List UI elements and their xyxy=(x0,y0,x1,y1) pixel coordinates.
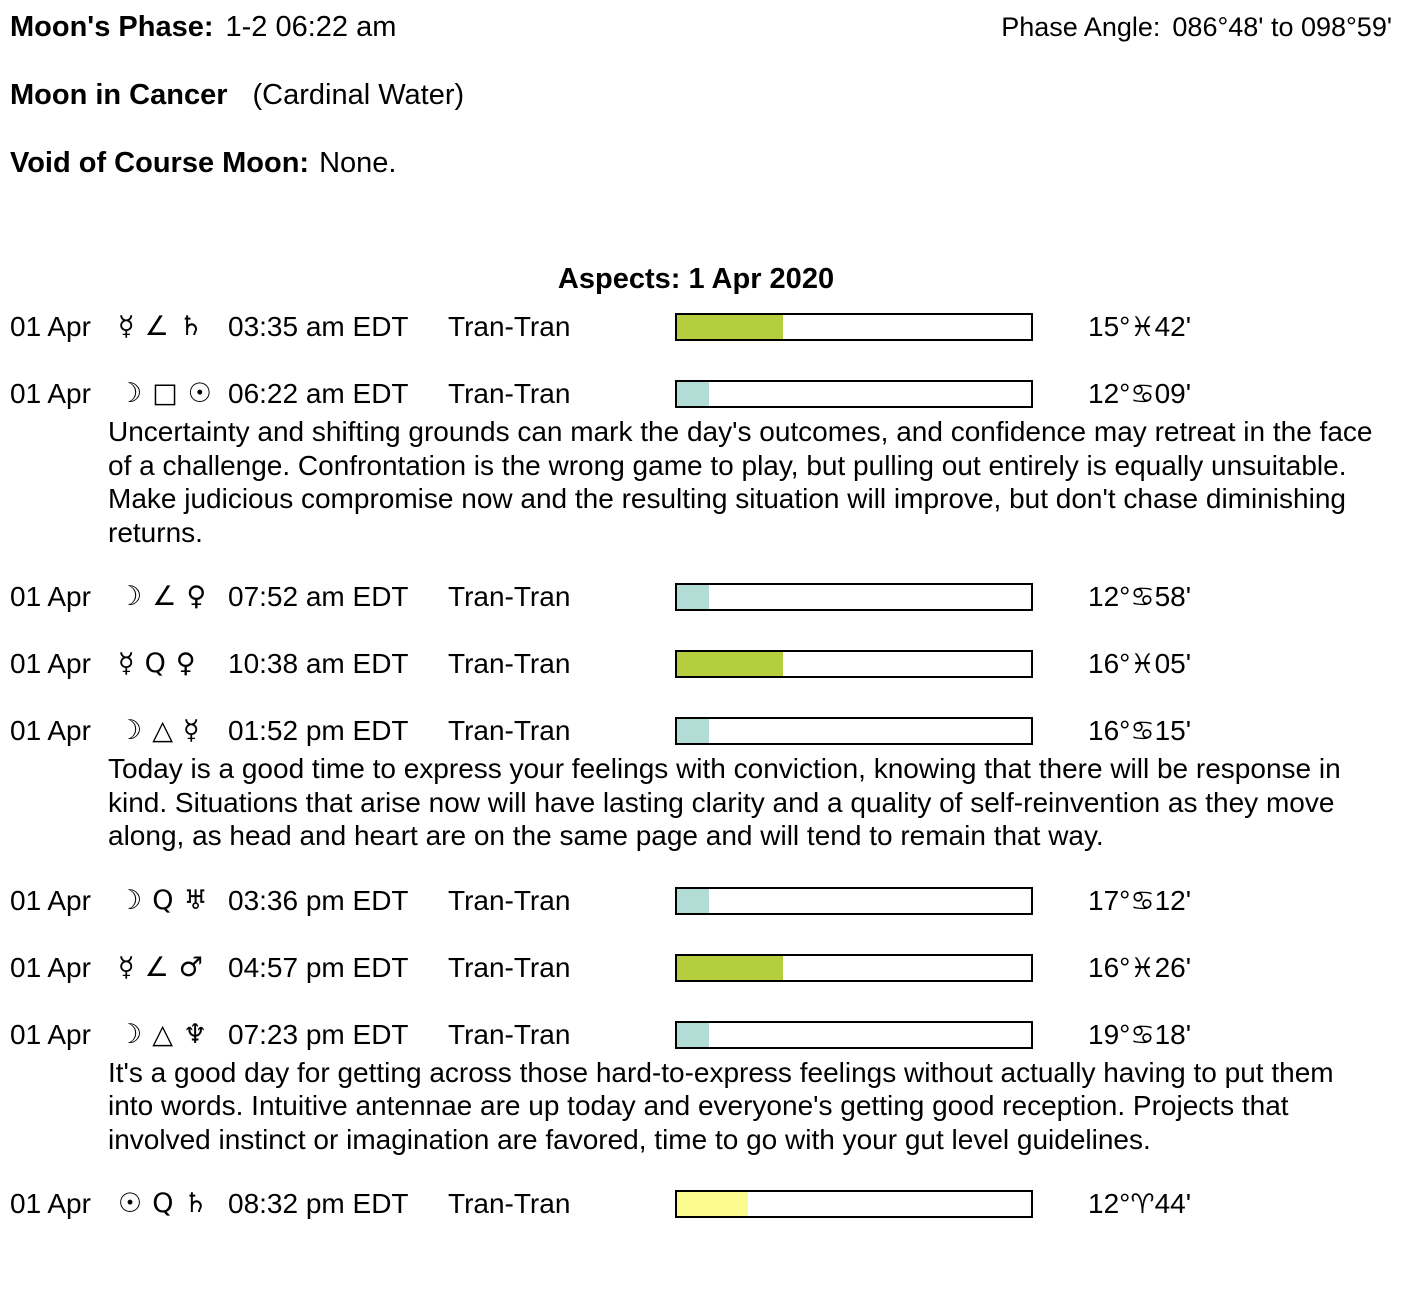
aspect-interpretation: It's a good day for getting across those hard-to-express feelings without actually having to put them into words. Intuitive antennae are up today and everyone's getting good reception. Projects that involved instinct or imagination are favored, time to go with your gut level guidelines. xyxy=(108,1056,1334,1155)
quintile-icon: Q xyxy=(144,648,166,679)
aspect-row xyxy=(0,951,1420,984)
mercury-icon: ☿ xyxy=(182,715,200,746)
aries-icon: ♈ xyxy=(1130,1189,1155,1220)
moon-icon: ☽ xyxy=(118,715,143,746)
aspect-degree: 12°♋09' xyxy=(1088,378,1192,410)
aspect-row xyxy=(0,313,1420,341)
moon-sign-modality: (Cardinal Water) xyxy=(252,79,465,111)
aspect-date: 01 Apr xyxy=(10,1018,91,1050)
aspect-degree: 16°♓26' xyxy=(1088,951,1192,984)
trine-icon: △ xyxy=(152,715,173,746)
aspect-interpretation: Uncertainty and shifting grounds can mark the day's outcomes, and confidence may retreat in the face of a challenge. Confrontation is the wrong game to play, but pulling out entirely is equally unsuitable. Make judicious compromise now and the resulting situation will improve, but don't chase diminishing returns. xyxy=(108,416,1373,548)
aspect-time: 03:35 am EDT xyxy=(228,311,409,342)
orb-progress-fill xyxy=(677,652,783,676)
phase-angle-value: 086°48' to 098°59' xyxy=(1172,12,1392,42)
aspect-date: 01 Apr xyxy=(10,951,91,983)
moons-phase-line xyxy=(10,10,396,44)
orb-progress-bar xyxy=(675,717,1033,745)
square-icon: □ xyxy=(152,378,178,409)
aspect-row xyxy=(0,884,1420,917)
orb-progress-bar xyxy=(675,887,1033,915)
sun-icon: ☉ xyxy=(118,1188,143,1219)
mercury-icon: ☿ xyxy=(118,648,135,679)
moon-icon: ☽ xyxy=(118,1018,143,1050)
moon-sign-line xyxy=(0,78,1420,112)
moon-icon: ☽ xyxy=(118,884,143,916)
orb-progress-bar xyxy=(675,650,1033,678)
pisces-icon: ♓ xyxy=(1130,312,1155,343)
orb-progress-bar xyxy=(675,380,1033,408)
phase-angle-label: Phase Angle: xyxy=(1001,12,1161,42)
aspect-row xyxy=(0,380,1420,408)
aspect-date: 01 Apr xyxy=(10,378,91,409)
aspect-type: Tran-Tran xyxy=(448,715,571,746)
orb-progress-bar xyxy=(675,1021,1033,1049)
aspect-degree: 17°♋12' xyxy=(1088,884,1192,917)
quintile-icon: Q xyxy=(152,884,174,916)
aspect-type: Tran-Tran xyxy=(448,378,571,409)
mars-icon: ♂ xyxy=(178,951,204,983)
semisquare-icon: ∠ xyxy=(152,581,177,612)
saturn-icon: ♄ xyxy=(178,311,204,342)
aspect-degree: 12°♈44' xyxy=(1088,1188,1192,1220)
aspect-date: 01 Apr xyxy=(10,311,91,342)
aspects-title: Aspects: 1 Apr 2020 xyxy=(557,263,835,295)
moons-phase-label: Moon's Phase: xyxy=(10,11,214,43)
aspect-type: Tran-Tran xyxy=(448,648,571,679)
aspect-time: 08:32 pm EDT xyxy=(228,1188,409,1219)
aspect-time: 03:36 pm EDT xyxy=(228,884,409,916)
pisces-icon: ♓ xyxy=(1130,649,1155,680)
mercury-icon: ☿ xyxy=(118,951,135,983)
aspect-degree: 16°♓05' xyxy=(1088,648,1192,680)
cancer-icon: ♋ xyxy=(1130,885,1155,917)
orb-progress-fill xyxy=(677,1192,748,1216)
orb-progress-fill xyxy=(677,1023,709,1047)
venus-icon: ♀ xyxy=(186,581,207,612)
orb-progress-bar xyxy=(675,1190,1033,1218)
orb-progress-bar xyxy=(675,313,1033,341)
cancer-icon: ♋ xyxy=(1130,582,1155,613)
header-row-1 xyxy=(0,10,1420,44)
orb-progress-fill xyxy=(677,719,709,743)
mercury-icon: ☿ xyxy=(118,311,135,342)
saturn-icon: ♄ xyxy=(183,1188,208,1219)
aspect-date: 01 Apr xyxy=(10,715,91,746)
moon-icon: ☽ xyxy=(118,378,143,409)
cancer-icon: ♋ xyxy=(1130,1019,1155,1051)
aspect-type: Tran-Tran xyxy=(448,884,571,916)
aspect-date: 01 Apr xyxy=(10,648,91,679)
aspect-time: 07:52 am EDT xyxy=(228,581,409,612)
moons-phase-value: 1-2 06:22 am xyxy=(225,11,397,43)
orb-progress-bar xyxy=(675,954,1033,982)
aspect-degree: 12°♋58' xyxy=(1088,581,1192,613)
aspect-row xyxy=(0,583,1420,611)
void-of-course-line xyxy=(0,146,1420,180)
aspect-date: 01 Apr xyxy=(10,581,91,612)
aspect-date: 01 Apr xyxy=(10,1188,91,1219)
void-of-course-value: None. xyxy=(319,147,397,179)
aspect-row xyxy=(0,717,1420,745)
moon-icon: ☽ xyxy=(118,581,143,612)
aspect-time: 04:57 pm EDT xyxy=(228,951,409,983)
cancer-icon: ♋ xyxy=(1130,379,1155,410)
semisquare-icon: ∠ xyxy=(144,311,169,342)
sun-icon: ☉ xyxy=(187,378,212,409)
uranus-icon: ♅ xyxy=(183,884,208,916)
aspect-interpretation: Today is a good time to express your feelings with conviction, knowing that there will be response in kind. Situations that arise now will have lasting clarity and a quality of self-reinvention as they move along, as head and heart are on the same page and will tend to remain that way. xyxy=(108,753,1341,851)
aspect-type: Tran-Tran xyxy=(448,311,571,342)
aspect-time: 06:22 am EDT xyxy=(228,378,409,409)
orb-progress-fill xyxy=(677,585,709,609)
aspect-time: 07:23 pm EDT xyxy=(228,1018,409,1050)
aspect-row xyxy=(0,1190,1420,1218)
orb-progress-fill xyxy=(677,382,709,406)
neptune-icon: ♆ xyxy=(182,1018,208,1050)
aspect-degree: 15°♓42' xyxy=(1088,311,1192,343)
aspect-date: 01 Apr xyxy=(10,884,91,916)
trine-icon: △ xyxy=(152,1018,173,1050)
orb-progress-fill xyxy=(677,315,783,339)
aspect-time: 10:38 am EDT xyxy=(228,648,409,679)
aspect-type: Tran-Tran xyxy=(448,1188,571,1219)
aspect-row xyxy=(0,1018,1420,1051)
aspect-type: Tran-Tran xyxy=(448,1018,571,1050)
cancer-icon: ♋ xyxy=(1130,716,1155,747)
venus-icon: ♀ xyxy=(175,648,196,679)
void-of-course-label: Void of Course Moon: xyxy=(10,147,310,179)
aspect-degree: 16°♋15' xyxy=(1088,715,1192,747)
orb-progress-fill xyxy=(677,889,709,913)
phase-angle-line xyxy=(1001,10,1392,44)
aspect-type: Tran-Tran xyxy=(448,581,571,612)
pisces-icon: ♓ xyxy=(1130,952,1155,984)
aspect-time: 01:52 pm EDT xyxy=(228,715,409,746)
aspect-degree: 19°♋18' xyxy=(1088,1018,1192,1051)
aspect-type: Tran-Tran xyxy=(448,951,571,983)
aspect-row xyxy=(0,650,1420,678)
semisquare-icon: ∠ xyxy=(144,951,169,983)
quintile-icon: Q xyxy=(152,1188,174,1219)
moon-sign-label: Moon in Cancer xyxy=(10,79,228,111)
orb-progress-bar xyxy=(675,583,1033,611)
orb-progress-fill xyxy=(677,956,783,980)
